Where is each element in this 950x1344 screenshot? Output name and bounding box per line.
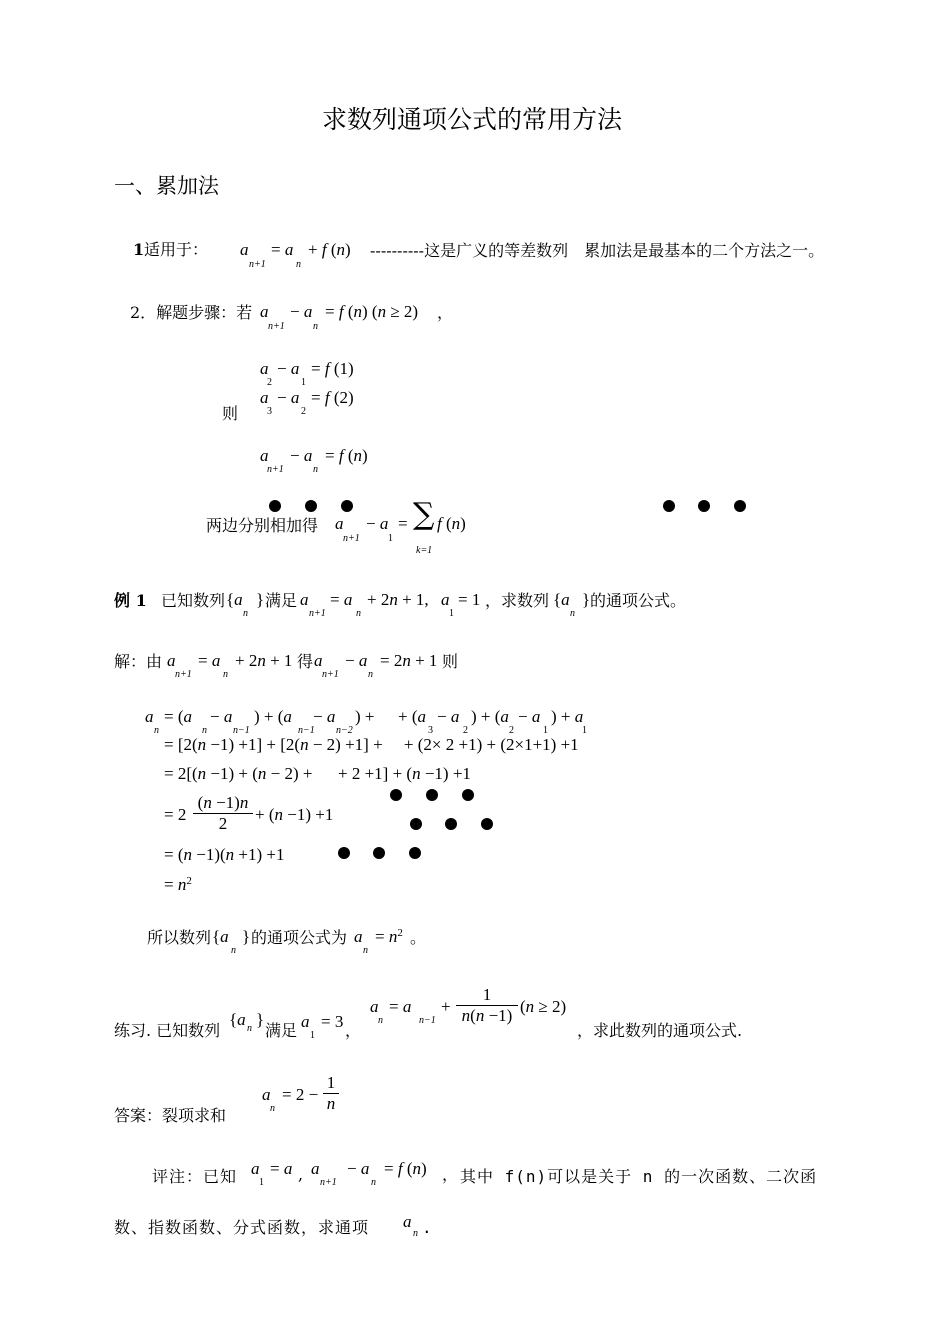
exercise-text-c: ，求此数列的通项公式. <box>577 1021 743 1040</box>
comment-label: 评注：已知 <box>152 1167 238 1186</box>
ellipsis-dot <box>734 500 746 512</box>
solution-mid: 得 <box>297 652 314 671</box>
section-heading: 一、累加法 <box>114 174 219 198</box>
item1-note: ----------这是广义的等差数列 累加法是最基本的二个方法之一。 <box>370 241 825 260</box>
ellipsis-dot <box>341 500 353 512</box>
answer-label: 答案：裂项求和 <box>114 1106 227 1125</box>
comment-mid: 其中 f(n)可以是关于 n 的一次函数、二次函 <box>460 1167 818 1186</box>
ellipsis-dot <box>305 500 317 512</box>
item1-label: 适用于： <box>144 240 209 259</box>
ellipsis-dot <box>445 818 457 830</box>
solution-prefix: 解：由 <box>114 652 163 671</box>
ellipsis-dot <box>390 789 402 801</box>
solution-suffix: 则 <box>442 652 459 671</box>
ellipsis-dot <box>426 789 438 801</box>
ellipsis-dot <box>269 500 281 512</box>
example-text-c: ，求数列 <box>485 591 550 610</box>
solution-step-5: = (n −1)(n +1) +1 <box>164 845 285 864</box>
ellipsis-dot <box>338 847 350 859</box>
comment-line2: 数、指数函数、分式函数，求通项 <box>114 1218 370 1237</box>
ellipsis-dot <box>409 847 421 859</box>
ellipsis-dot <box>373 847 385 859</box>
item1-number: 1 <box>133 240 145 259</box>
example-text-a: 已知数列 <box>161 591 226 610</box>
ellipsis-dot <box>410 818 422 830</box>
ellipsis-dot <box>663 500 675 512</box>
item2-then: 则 <box>222 404 239 423</box>
solution-step-2: = [2(n −1) +1] + [2(n − 2) +1] + + (2× 2 +1) + (2×1+1) +1 <box>164 735 579 754</box>
example-text-b: 满足 <box>265 591 298 610</box>
solution-step-6: = $n^2$ <box>164 875 192 894</box>
ellipsis-dot <box>698 500 710 512</box>
example-text-d: 的通项公式。 <box>590 591 687 610</box>
sum-label: 两边分别相加得 <box>206 516 319 535</box>
example-label: 例 1 <box>114 591 147 610</box>
ellipsis-dot <box>481 818 493 830</box>
item2-label: 2．解题步骤：若 <box>130 303 253 322</box>
ellipsis-dot <box>462 789 474 801</box>
comment-end: . <box>422 1218 433 1237</box>
page-title: 求数列通项公式的常用方法 <box>322 105 623 134</box>
conclusion-a: 所以数列 <box>147 928 212 947</box>
exercise-label: 练习. 已知数列 <box>114 1021 221 1040</box>
exercise-text-b: 满足 <box>265 1021 298 1040</box>
conclusion-b: 的通项公式为 <box>251 928 348 947</box>
solution-step-3: = 2[(n −1) + (n − 2) + + 2 +1] + (n −1) +1 <box>164 764 471 783</box>
conclusion-end: 。 <box>410 928 427 947</box>
